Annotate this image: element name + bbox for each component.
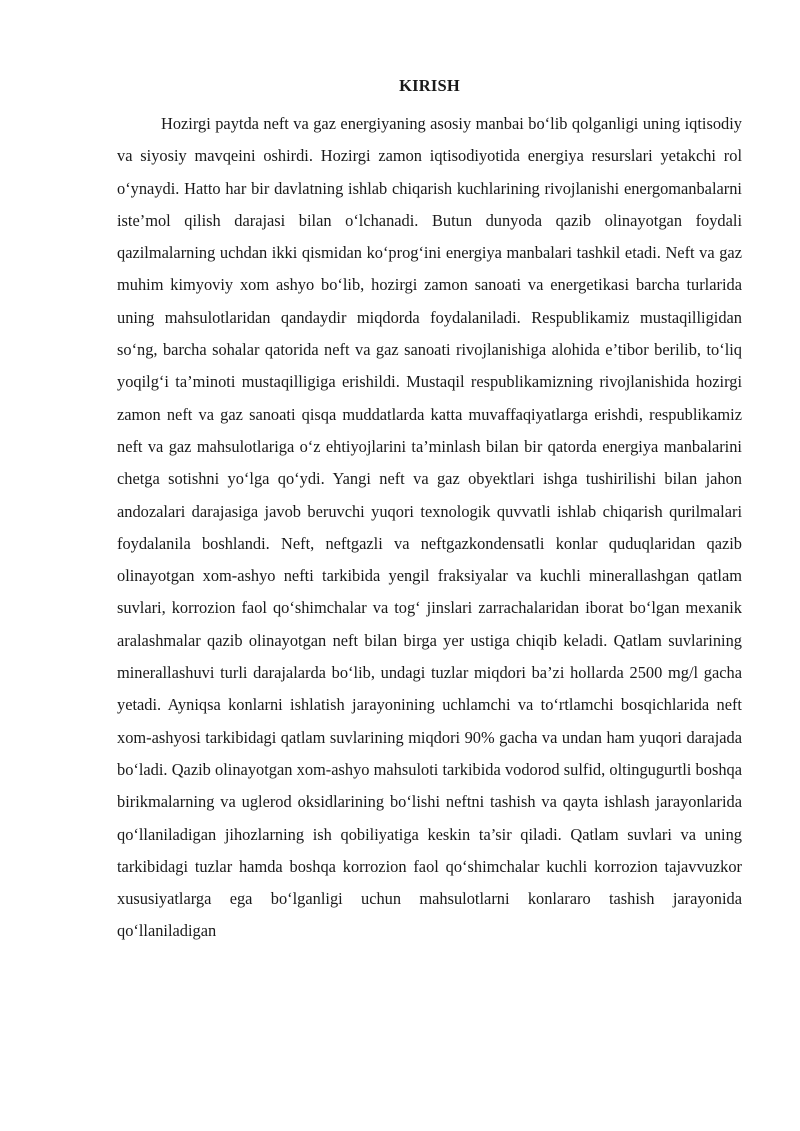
document-page: [117, 75, 742, 948]
body-paragraph: Hozirgi paytda neft va gaz energiyaning asosiy manbai bo‘lib qolganligi uning iqtisodiy va siyosiy mavqeini oshirdi. Hozirgi zamon iqtisodiyotida energiya resurslari yetakchi rol o‘ynaydi. Hatto har bir davlatning ishlab chiqarish kuchlarining rivojlanishi energomanbalarni iste’mol qilish darajasi bilan o‘lchanadi. Butun dunyoda qazib olinayotgan foydali qazilmalarning uchdan ikki qismidan ko‘prog‘ini energiya manbalari tashkil etadi. Neft va gaz muhim kimyoviy xom ashyo bo‘lib, hozirgi zamon sanoati va energetikasi barcha turlarida uning mahsulotlaridan qandaydir miqdorda foydalaniladi. Respublikamiz mustaqilligidan so‘ng, barcha sohalar qatorida neft va gaz sanoati rivojlanishiga alohida e’tibor berilib, to‘liq yoqilg‘i ta’minoti mustaqilligiga erishildi. Mustaqil respublikamizning rivojlanishida hozirgi zamon neft va gaz sanoati qisqa muddatlarda katta muvaffaqiyatlarga erishdi, respublikamiz neft va gaz mahsulotlariga o‘z ehtiyojlarini ta’minlash bilan bir qatorda energiya manbalarini chetga sotishni yo‘lga qo‘ydi. Yangi neft va gaz obyektlari ishga tushirilishi bilan jahon andozalari darajasiga javob beruvchi yuqori texnologik quvvatli ishlab chiqarish qurilmalari foydalanila boshlandi. Neft, neftgazli va neftgazkondensatli konlar quduqlaridan qazib olinayotgan xom-ashyo nefti tarkibida yengil fraksiyalar va kuchli minerallashgan qatlam suvlari, korrozion faol qo‘shimchalar va tog‘ jinslari zarrachalaridan iborat bo‘lgan mexanik aralashmalar qazib olinayotgan neft bilan birga yer ustiga chiqib keladi. Qatlam suvlarining minerallashuvi turli darajalarda bo‘lib, undagi tuzlar miqdori ba’zi hollarda 2500 mg/l gacha yetadi. Ayniqsa konlarni ishlatish jarayonining uchlamchi va to‘rtlamchi bosqichlarida neft xom-ashyosi tarkibidagi qatlam suvlarining miqdori 90% gacha va undan ham yuqori darajada bo‘ladi. Qazib olinayotgan xom-ashyo mahsuloti tarkibida vodorod sulfid, oltingugurtli boshqa birikmalarning va uglerod oksidlarining bo‘lishi neftni tashish va qayta ishlash jarayonlarida qo‘llaniladigan jihozlarning ish qobiliyatiga keskin ta’sir qiladi. Qatlam suvlari va uning tarkibidagi tuzlar hamda boshqa korrozion faol qo‘shimchalar kuchli korrozion tajavvuzkor xususiyatlarga ega bo‘lganligi uchun mahsulotlarni konlararo tashish jarayonida qo‘llaniladigan: [117, 114, 742, 941]
document-title: KIRISH: [399, 76, 460, 95]
